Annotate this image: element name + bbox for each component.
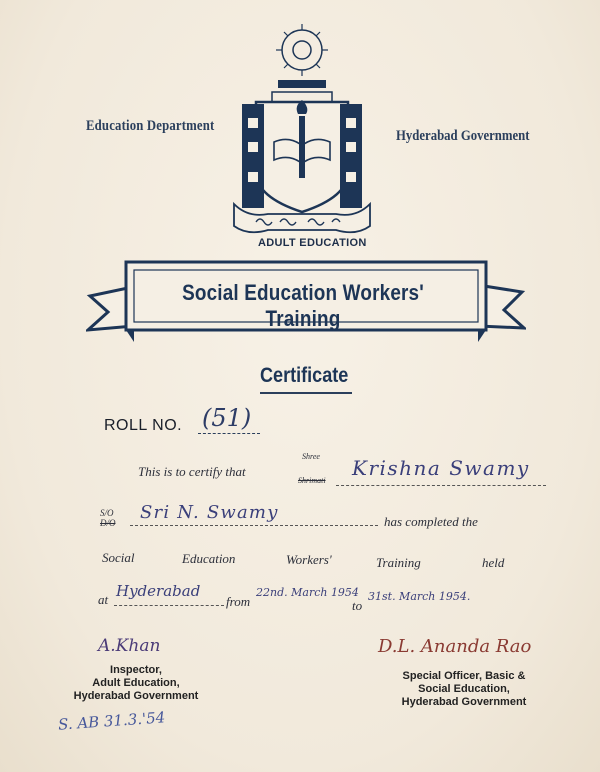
roll-number-label: ROLL NO. [104, 417, 183, 434]
completed-text: has completed the [384, 514, 478, 529]
course-word-4: Training [376, 555, 421, 570]
course-word-1: Social [102, 550, 135, 565]
training-place: Hyderabad [116, 582, 201, 600]
to-text: to [352, 598, 363, 613]
recipient-name: Krishna Swamy [352, 456, 530, 480]
special-officer-title-block [384, 670, 544, 709]
inspector-signature: A.Khan [98, 636, 161, 656]
relation-option-do: D/O [100, 518, 116, 528]
from-date: 22nd. March 1954 [256, 586, 359, 599]
government-label: Hyderabad Government [396, 128, 530, 144]
place-line [114, 604, 224, 606]
department-label: Education Department [86, 118, 215, 134]
special-officer-title-line: Hyderabad Government [401, 696, 527, 708]
certificate-title: Certificate [260, 364, 349, 387]
adult-education-emblem-icon [228, 22, 376, 254]
special-officer-title-line: Social Education, [418, 683, 510, 695]
to-date: 31st. March 1954. [368, 590, 471, 603]
certify-text: This is to certify that [138, 464, 246, 479]
bottom-initials-signature: S. AB 31.3.'54 [57, 708, 166, 734]
inspector-title-line: Adult Education, [92, 677, 180, 689]
name-line [336, 484, 546, 486]
title-option-shree: Shree [302, 452, 320, 461]
father-line [130, 524, 378, 526]
special-officer-title-line: Special Officer, Basic & [402, 670, 526, 682]
father-name: Sri N. Swamy [140, 502, 279, 523]
course-word-2: Education [182, 551, 236, 566]
inspector-title-block [66, 664, 206, 703]
banner-title: Social Education Workers' Training [182, 280, 424, 331]
roll-number-line [198, 432, 260, 434]
certificate-title-underline [260, 392, 352, 394]
title-option-shrimati: Shrimati [298, 476, 326, 485]
inspector-title-line: Inspector, [110, 664, 162, 676]
from-text: from [226, 594, 251, 609]
inspector-title-line: Hyderabad Government [73, 690, 199, 702]
at-text: at [98, 592, 109, 607]
special-officer-signature: D.L. Ananda Rao [378, 636, 532, 657]
roll-number-value: (51) [202, 404, 252, 432]
course-word-5: held [482, 555, 505, 570]
emblem-caption: ADULT EDUCATION [258, 237, 367, 249]
relation-option-so: S/O [100, 508, 114, 518]
course-word-3: Workers' [286, 552, 332, 567]
